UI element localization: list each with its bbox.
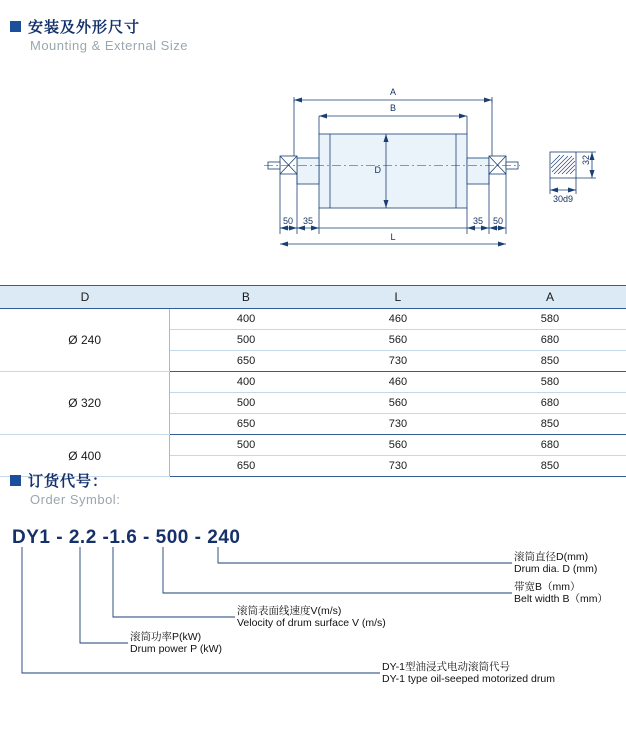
- dim-label-35-right: 35: [472, 216, 484, 226]
- cell-d-400: Ø 400: [0, 435, 170, 477]
- cell-a: 580: [474, 309, 626, 330]
- cell-a: 850: [474, 456, 626, 477]
- header-a: A: [474, 286, 626, 309]
- section-title-en: Mounting & External Size: [30, 38, 188, 53]
- table-row: [0, 372, 626, 393]
- callout-type-code: DY-1型油浸式电动滚筒代号 DY-1 type oil-seeped motorized drum: [382, 661, 555, 685]
- order-symbol-legend: [0, 545, 626, 745]
- dim-label-d: D: [374, 165, 381, 175]
- spec-table-container: [0, 285, 626, 477]
- cell-l: 730: [322, 456, 474, 477]
- cell-l: 560: [322, 393, 474, 414]
- dim-label-30d9: 30d9: [552, 194, 574, 204]
- spec-table: [0, 285, 626, 477]
- cell-b: 500: [170, 435, 322, 456]
- table-row: [0, 435, 626, 456]
- cell-b: 650: [170, 351, 322, 372]
- cell-d-240: Ø 240: [0, 309, 170, 372]
- callout-drum-diameter: 滚筒直径D(mm) Drum dia. D (mm): [514, 551, 598, 575]
- section-marker-icon: [10, 21, 21, 32]
- cell-l: 460: [322, 309, 474, 330]
- dim-label-50-right: 50: [492, 216, 504, 226]
- table-header-row: [0, 286, 626, 309]
- cell-l: 560: [322, 330, 474, 351]
- header-d: D: [0, 286, 170, 309]
- dim-label-32: 32: [581, 154, 591, 165]
- cell-a: 680: [474, 435, 626, 456]
- section-title-en: Order Symbol:: [30, 492, 121, 507]
- dim-label-35-left: 35: [302, 216, 314, 226]
- cell-b: 400: [170, 309, 322, 330]
- cell-b: 650: [170, 414, 322, 435]
- section-title-cn: 订货代号：: [28, 473, 109, 490]
- cell-l: 560: [322, 435, 474, 456]
- header-b: B: [170, 286, 322, 309]
- section-title-cn: 安装及外形尺寸: [28, 19, 141, 36]
- cell-l: 460: [322, 372, 474, 393]
- cell-a: 580: [474, 372, 626, 393]
- cell-a: 680: [474, 393, 626, 414]
- dim-label-l: L: [390, 232, 396, 242]
- callout-velocity: 滚筒表面线速度V(m/s) Velocity of drum surface V (m/s): [237, 605, 386, 629]
- dim-label-b: B: [389, 103, 397, 113]
- cell-b: 500: [170, 330, 322, 351]
- section-marker-icon: [10, 475, 21, 486]
- drum-technical-drawing: [262, 78, 618, 258]
- header-l: L: [322, 286, 474, 309]
- table-row: [0, 309, 626, 330]
- order-code-text: DY1 - 2.2 -1.6 - 500 - 240: [12, 527, 241, 548]
- cell-l: 730: [322, 351, 474, 372]
- cell-a: 850: [474, 351, 626, 372]
- cell-b: 400: [170, 372, 322, 393]
- cell-l: 730: [322, 414, 474, 435]
- callout-drum-power: 滚筒功率P(kW) Drum power P (kW): [130, 631, 222, 655]
- cell-d-320: Ø 320: [0, 372, 170, 435]
- dim-label-50-left: 50: [282, 216, 294, 226]
- cell-b: 500: [170, 393, 322, 414]
- dim-label-a: A: [389, 87, 397, 97]
- callout-belt-width: 带宽B（mm） Belt width B（mm）: [514, 581, 608, 605]
- cell-a: 850: [474, 414, 626, 435]
- cell-a: 680: [474, 330, 626, 351]
- cell-b: 650: [170, 456, 322, 477]
